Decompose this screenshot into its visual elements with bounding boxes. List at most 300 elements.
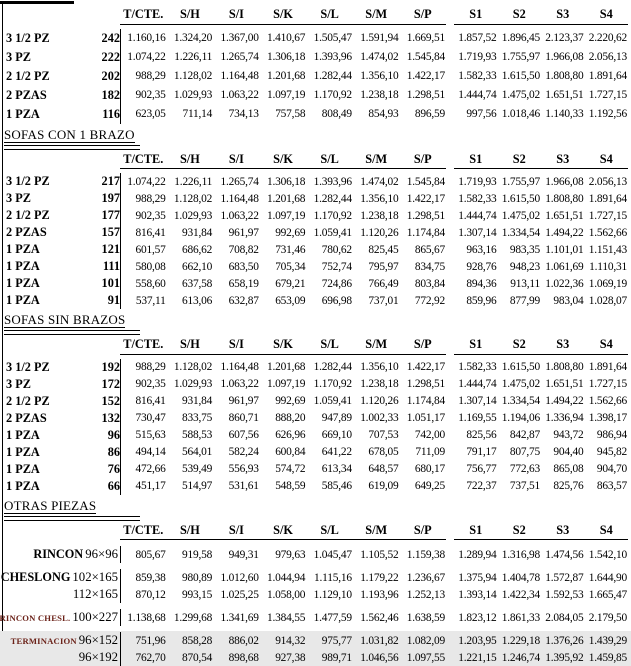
price-cell: 1.644,90 (588, 571, 627, 584)
row-label: 2 PZAS (6, 87, 47, 102)
row-label: 3 1/2 PZ (6, 174, 50, 189)
price-cell: 1.238,18 (360, 378, 399, 391)
price-cell: 948,23 (509, 260, 540, 273)
section-title-block (4, 498, 631, 521)
row-qty: 177 (101, 208, 120, 223)
price-cell: 1.306,18 (267, 51, 306, 64)
price-cell: 1.861,33 (501, 611, 540, 624)
price-cell: 1.307,14 (458, 395, 497, 408)
price-cell: 1.341,69 (220, 611, 259, 624)
price-cell: 1.074,22 (127, 175, 166, 188)
price-cell: 669,10 (321, 429, 352, 442)
table-row (0, 632, 631, 649)
price-cell: 1.074,22 (127, 51, 166, 64)
price-cell: 1.891,64 (588, 70, 627, 83)
price-cell: 780,62 (321, 243, 352, 256)
price-cell: 1.282,44 (313, 361, 352, 374)
price-cell: 1.265,74 (220, 51, 259, 64)
row-values (120, 461, 629, 478)
price-cell: 1.265,74 (220, 175, 259, 188)
column-header: S1 (469, 337, 483, 352)
row-label: 1 PZA (6, 461, 40, 476)
section-title-block (4, 127, 631, 150)
price-cell: 1.896,45 (501, 32, 540, 45)
price-cell: 1.174,84 (406, 395, 446, 408)
price-cell: 1.159,38 (406, 548, 446, 561)
values-group-stock (121, 612, 447, 624)
piece-name: RINCON CHESL. (0, 613, 71, 624)
values-group-special (455, 261, 629, 273)
row-qty: 152 (101, 393, 120, 408)
price-cell: 1.307,14 (458, 226, 497, 239)
column-header: S/M (365, 151, 388, 166)
row-values (120, 586, 629, 603)
values-group-stock (121, 244, 447, 256)
price-cell: 1.719,93 (458, 175, 497, 188)
price-cell: 762,70 (135, 651, 166, 664)
price-cell: 1.238,18 (360, 89, 399, 102)
values-group-stock (121, 480, 447, 492)
column-header: S2 (512, 337, 526, 352)
row-qty: 96 (107, 427, 120, 442)
price-cell: 1.459,85 (588, 651, 627, 664)
price-cell: 1.097,19 (267, 378, 306, 391)
price-cell: 1.069,19 (588, 277, 627, 290)
price-cell: 1.808,80 (545, 192, 584, 205)
price-cell: 1.669,51 (406, 32, 446, 45)
row-values (120, 359, 629, 376)
row-values (120, 609, 629, 626)
price-cell: 1.334,54 (501, 395, 540, 408)
price-cell: 585,46 (321, 480, 352, 493)
piece-label (6, 547, 120, 562)
price-cell: 548,59 (275, 480, 306, 493)
price-cell: 1.615,50 (501, 192, 540, 205)
price-cell: 1.615,50 (501, 70, 540, 83)
price-cell: 1.063,22 (220, 209, 259, 222)
price-cell: 1.439,29 (588, 634, 627, 647)
row-label: 1 PZA (6, 276, 40, 291)
price-cell: 752,74 (321, 260, 352, 273)
price-cell: 1.164,48 (220, 361, 259, 374)
price-cell: 919,58 (182, 548, 213, 561)
price-cell: 1.058,00 (267, 588, 306, 601)
price-cell: 888,20 (275, 412, 306, 425)
row-qty: 101 (101, 276, 120, 291)
section-title-block (4, 312, 631, 335)
price-cell: 902,35 (135, 378, 166, 391)
column-header: S4 (599, 7, 613, 21)
price-cell: 1.422,34 (501, 588, 540, 601)
row-values (120, 292, 629, 309)
row-qty: 111 (102, 259, 120, 274)
price-cell: 914,32 (275, 634, 306, 647)
column-header: T/CTE. (123, 337, 164, 352)
price-cell: 896,59 (414, 108, 446, 121)
row-qty: 132 (101, 410, 120, 425)
values-group-stock (121, 278, 447, 290)
column-header-row (0, 153, 631, 170)
price-cell: 1.542,10 (588, 548, 627, 561)
price-cell: 556,93 (228, 463, 259, 476)
price-cell: 1.562,66 (588, 395, 627, 408)
row-values (120, 478, 629, 495)
price-cell: 558,60 (135, 277, 166, 290)
price-cell: 737,01 (368, 294, 399, 307)
price-cell: 1.475,02 (501, 209, 540, 222)
price-cell: 807,75 (509, 446, 540, 459)
column-header-row (0, 524, 631, 541)
piece-size: 96×96 (85, 547, 118, 562)
column-header: S3 (556, 7, 570, 21)
row-qty: 197 (101, 191, 120, 206)
row-qty: 202 (101, 68, 120, 83)
values-group-stock (121, 572, 447, 584)
price-cell: 928,76 (466, 260, 497, 273)
price-cell: 772,92 (414, 294, 446, 307)
price-cell: 707,53 (368, 429, 399, 442)
price-cell: 1.562,66 (588, 226, 627, 239)
price-cell: 1.097,19 (267, 89, 306, 102)
price-cell: 2.056,13 (588, 51, 627, 64)
table-row (0, 359, 631, 376)
price-cell: 731,46 (275, 243, 306, 256)
values-group-stock (121, 108, 447, 120)
price-cell: 1.727,15 (588, 378, 627, 391)
row-label: 1 PZA (6, 259, 40, 274)
values-group-stock (121, 193, 447, 205)
price-cell: 834,75 (414, 260, 446, 273)
column-header: S/H (179, 522, 200, 537)
price-cell: 1.061,69 (545, 260, 584, 273)
price-cell: 1.238,18 (360, 209, 399, 222)
price-cell: 1.105,52 (360, 548, 399, 561)
price-cell: 1.115,16 (314, 571, 352, 584)
price-cell: 1.082,09 (406, 634, 446, 647)
price-cell: 1.226,11 (174, 175, 213, 188)
price-cell: 1.289,94 (458, 548, 497, 561)
row-values (120, 241, 629, 258)
price-cell: 1.246,74 (501, 651, 540, 664)
price-cell: 637,58 (182, 277, 213, 290)
price-cell: 1.591,94 (360, 32, 399, 45)
price-cell: 722,37 (466, 480, 497, 493)
price-cell: 865,08 (553, 463, 584, 476)
price-cell: 863,57 (596, 480, 627, 493)
price-cell: 1.129,10 (313, 588, 352, 601)
table-row (0, 241, 631, 258)
price-cell: 949,31 (228, 548, 259, 561)
price-cell: 580,08 (135, 260, 166, 273)
values-group-stock (121, 32, 447, 44)
table-row (0, 105, 631, 124)
price-cell: 1.393,96 (313, 51, 352, 64)
row-values (120, 207, 629, 224)
column-group-special (454, 153, 628, 170)
price-cell: 989,71 (321, 651, 352, 664)
price-cell: 961,97 (228, 226, 259, 239)
values-group-special (455, 108, 629, 120)
price-cell: 1.422,17 (406, 192, 446, 205)
price-cell: 2.056,13 (588, 175, 627, 188)
price-cell: 1.029,93 (173, 209, 213, 222)
price-cell: 1.582,33 (458, 192, 497, 205)
price-cell: 582,24 (228, 446, 259, 459)
piece-name: RINCON (33, 547, 84, 562)
values-group-stock (121, 361, 447, 373)
price-cell: 1.410,67 (267, 32, 306, 45)
row-values (120, 190, 629, 207)
values-group-stock (121, 176, 447, 188)
price-cell: 983,35 (509, 243, 540, 256)
price-cell: 757,58 (275, 108, 306, 121)
piece-size: 96×152 (78, 633, 118, 648)
table-row (0, 275, 631, 292)
price-cell: 1.025,25 (220, 588, 259, 601)
price-cell: 1.966,08 (545, 175, 584, 188)
price-cell: 1.306,18 (267, 175, 306, 188)
price-cell: 515,63 (135, 429, 166, 442)
column-header: T/CTE. (123, 151, 164, 166)
price-cell: 1.823,12 (458, 611, 497, 624)
price-cell: 791,17 (466, 446, 497, 459)
values-group-special (455, 589, 629, 601)
price-cell: 451,17 (135, 480, 166, 493)
price-cell: 1.170,92 (313, 209, 352, 222)
price-cell: 979,63 (275, 548, 306, 561)
price-cell: 1.444,74 (458, 378, 497, 391)
price-cell: 898,68 (228, 651, 259, 664)
row-label: 1 PZA (6, 106, 40, 121)
price-cell: 724,86 (321, 277, 352, 290)
price-cell: 1.474,02 (360, 175, 399, 188)
price-cell: 1.562,46 (360, 611, 399, 624)
column-header: S/H (179, 151, 200, 166)
price-cell: 1.505,47 (313, 32, 352, 45)
price-cell: 805,67 (135, 548, 166, 561)
price-cell: 1.356,10 (360, 192, 399, 205)
column-header: S/K (273, 522, 293, 537)
price-cell: 1.012,60 (220, 571, 259, 584)
price-cell: 619,09 (368, 480, 399, 493)
column-header: S/I (228, 151, 244, 166)
price-cell: 1.384,55 (267, 611, 306, 624)
price-cell: 2.084,05 (545, 611, 584, 624)
price-cell: 1.164,48 (220, 70, 259, 83)
price-cell: 1.063,22 (220, 89, 259, 102)
price-cell: 1.022,36 (545, 277, 584, 290)
price-cell: 988,29 (135, 70, 166, 83)
price-cell: 1.474,02 (360, 51, 399, 64)
price-cell: 623,05 (135, 108, 166, 121)
price-cell: 803,84 (414, 277, 446, 290)
price-cell: 816,41 (135, 395, 166, 408)
column-header: S/L (320, 337, 339, 352)
section-title-double-rule (4, 516, 140, 521)
price-cell: 1.336,94 (545, 412, 584, 425)
price-cell: 472,66 (135, 463, 166, 476)
price-cell: 1.422,17 (406, 361, 446, 374)
row-label: 1 PZA (6, 427, 40, 442)
price-cell: 1.151,43 (588, 243, 627, 256)
price-cell: 1.063,22 (220, 378, 259, 391)
price-cell: 1.282,44 (313, 70, 352, 83)
column-group-special (454, 524, 628, 541)
price-cell: 626,96 (275, 429, 306, 442)
values-group-special (455, 480, 629, 492)
row-values (120, 29, 629, 48)
column-header: S/K (273, 337, 293, 352)
row-label: 1 PZA (6, 293, 40, 308)
price-cell: 1.891,64 (588, 192, 627, 205)
table-row (0, 292, 631, 309)
price-cell: 1.398,17 (588, 412, 627, 425)
price-cell: 1.160,16 (127, 32, 166, 45)
price-cell: 1.097,55 (406, 651, 446, 664)
table-row (0, 173, 631, 190)
column-header: S/P (413, 522, 432, 537)
column-header: S/H (179, 7, 200, 21)
column-header: S2 (512, 7, 526, 21)
column-group-stock (120, 8, 446, 25)
price-cell: 988,29 (135, 361, 166, 374)
price-cell: 514,97 (182, 480, 213, 493)
price-cell: 1.727,15 (588, 209, 627, 222)
price-cell: 678,05 (368, 446, 399, 459)
price-cell: 2.179,50 (588, 611, 627, 624)
price-cell: 859,96 (466, 294, 497, 307)
values-group-stock (121, 463, 447, 475)
table-row (0, 67, 631, 86)
values-group-stock (121, 549, 447, 561)
price-cell: 696,98 (321, 294, 352, 307)
row-qty: 66 (107, 478, 120, 493)
price-cell: 1.164,48 (220, 192, 259, 205)
row-values (120, 410, 629, 427)
price-cell: 859,38 (135, 571, 166, 584)
column-group-stock (120, 338, 446, 355)
price-cell: 992,69 (275, 226, 306, 239)
table-row (0, 444, 631, 461)
price-cell: 825,45 (368, 243, 399, 256)
price-cell: 1.477,59 (313, 611, 352, 624)
column-header: S/L (320, 7, 339, 21)
price-cell: 1.422,17 (406, 70, 446, 83)
table-row (0, 546, 631, 563)
price-cell: 1.356,10 (360, 70, 399, 83)
column-header: S2 (512, 522, 526, 537)
price-cell: 680,17 (414, 463, 446, 476)
table-row (0, 207, 631, 224)
price-cell: 860,71 (228, 412, 259, 425)
price-cell: 649,25 (414, 480, 446, 493)
price-cell: 648,57 (368, 463, 399, 476)
price-cell: 600,84 (275, 446, 306, 459)
price-cell: 711,09 (415, 446, 446, 459)
price-cell: 927,38 (275, 651, 306, 664)
price-cell: 1.719,93 (458, 51, 497, 64)
price-cell: 1.651,51 (545, 89, 584, 102)
column-header-row (0, 8, 631, 25)
column-header-row (0, 338, 631, 355)
row-label: 1 PZA (6, 478, 40, 493)
row-label: 2 PZAS (6, 410, 47, 425)
price-cell: 870,54 (182, 651, 213, 664)
table-row (0, 569, 631, 586)
price-cell: 1.891,64 (588, 361, 627, 374)
price-cell: 730,47 (135, 412, 166, 425)
price-cell: 1.140,33 (545, 108, 584, 121)
price-cell: 816,41 (135, 226, 166, 239)
price-cell: 711,14 (182, 108, 213, 121)
price-cell: 1.128,02 (173, 70, 213, 83)
price-cell: 1.282,44 (313, 192, 352, 205)
section-title-double-rule (4, 330, 140, 335)
column-header: S2 (512, 151, 526, 166)
price-cell: 992,69 (275, 395, 306, 408)
table-row (0, 461, 631, 478)
piece-label (0, 610, 120, 625)
price-cell: 865,67 (414, 243, 446, 256)
piece-size: 102×165 (72, 570, 118, 585)
table-row (0, 609, 631, 626)
values-group-stock (121, 412, 447, 424)
price-cell: 1.044,94 (267, 571, 306, 584)
row-label: 2 PZAS (6, 225, 47, 240)
price-cell: 825,56 (466, 429, 497, 442)
values-group-stock (121, 261, 447, 273)
price-cell: 1.808,80 (545, 70, 584, 83)
values-group-special (455, 70, 629, 82)
row-values (120, 649, 629, 666)
price-cell: 1.651,51 (545, 209, 584, 222)
price-cell: 913,11 (510, 277, 540, 290)
row-qty: 172 (101, 376, 120, 391)
price-cell: 1.059,41 (313, 226, 352, 239)
price-cell: 943,72 (553, 429, 584, 442)
column-header: S/L (320, 151, 339, 166)
row-qty: 76 (107, 461, 120, 476)
price-cell: 988,29 (135, 192, 166, 205)
price-cell: 904,70 (596, 463, 627, 476)
table-row (0, 393, 631, 410)
price-cell: 531,61 (228, 480, 259, 493)
column-header: S/I (228, 522, 244, 537)
price-cell: 947,89 (321, 412, 352, 425)
table-row (0, 649, 631, 666)
price-cell: 613,06 (182, 294, 213, 307)
row-label: 3 1/2 PZ (6, 30, 50, 45)
section-title: SOFAS CON 1 BRAZO (4, 126, 135, 142)
price-cell: 588,53 (182, 429, 213, 442)
price-cell: 574,72 (275, 463, 306, 476)
row-values (120, 258, 629, 275)
column-header: S/M (365, 522, 388, 537)
price-cell: 607,56 (228, 429, 259, 442)
price-cell: 1.097,19 (267, 209, 306, 222)
values-group-special (455, 612, 629, 624)
price-cell: 1.203,95 (458, 634, 497, 647)
price-cell: 945,82 (596, 446, 627, 459)
price-cell: 1.110,31 (589, 260, 627, 273)
column-header: S3 (556, 337, 570, 352)
values-group-stock (121, 429, 447, 441)
values-group-special (455, 32, 629, 44)
column-group-stock (120, 524, 446, 541)
values-group-special (455, 176, 629, 188)
row-values (120, 376, 629, 393)
price-cell: 1.170,92 (313, 89, 352, 102)
